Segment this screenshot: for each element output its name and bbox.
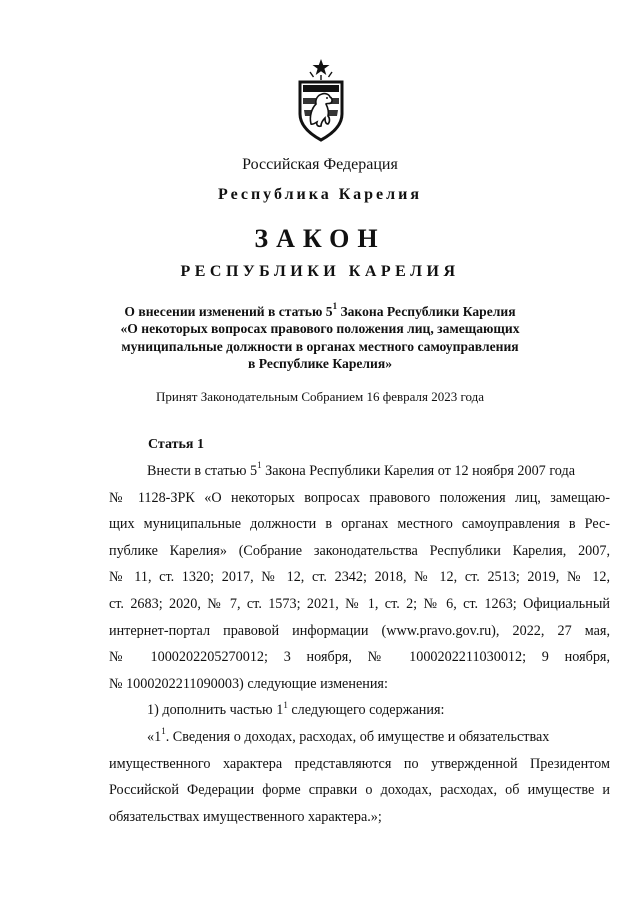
republic-name: Республика Карелия (218, 186, 422, 203)
paragraph-line: публике Карелия» (Собрание законодательства Республики Карелия, 2007, (109, 542, 610, 559)
item-1-line: 1) дополнить частью $1^1$ следующего содержания: (147, 699, 445, 719)
law-title (100, 303, 540, 372)
paragraph-line: № 1000202205270012; 3 ноября, № 1000202211030012; 9 ноября, (109, 649, 610, 666)
document-type: ЗАКОН (254, 224, 386, 253)
quote-line: Российской Федерации форме справки о доходах, расходах, об имуществе и (109, 782, 610, 799)
paragraph-line: № 11, ст. 1320; 2017, № 12, ст. 2342; 2018, № 12, ст. 2513; 2019, № 12, (109, 569, 610, 586)
paragraph-line: № 1128-ЗРК «О некоторых вопросах правового положения лиц, замещаю- (109, 489, 610, 506)
paragraph-line: Внести в статью $5^1$ Закона Республики Карелия от 12 ноября 2007 года (147, 460, 575, 479)
paragraph-line: № 1000202211090003) следующие изменения: (109, 675, 388, 692)
adoption-note: Принят Законодательным Собранием 16 февраля 2023 года (156, 389, 484, 404)
article-heading: Статья 1 (148, 437, 204, 452)
quote-line: «$1^1$. Сведения о доходах, расходах, об имуществе и обязательствах (147, 726, 550, 745)
coat-of-arms-emblem (296, 58, 346, 144)
law-title-line: О внесении изменений в статью $5^1$ Закона Республики Карелия (124, 301, 516, 319)
law-title-line: в Республике Карелия» (247, 355, 393, 371)
country-name: Российская Федерация (242, 156, 398, 173)
article-paragraph-1 (109, 458, 610, 830)
quote-line: обязательствах имущественного характера.»; (109, 808, 382, 825)
paragraph-line: щих муниципальные должности в органах местного самоуправления в Рес- (109, 516, 610, 533)
law-title-line: муниципальные должности в органах местного самоуправления (121, 338, 519, 354)
paragraph-line: ст. 2683; 2020, № 7, ст. 1573; 2021, № 1, ст. 2; № 6, ст. 1263; Официальный (109, 595, 610, 612)
quote-line: имущественного характера представляются по утвержденной Президентом (109, 755, 610, 772)
paragraph-line: интернет-портал правовой информации (www.pravo.gov.ru), 2022, 27 мая, (109, 622, 610, 639)
document-issuer: РЕСПУБЛИКИ КАРЕЛИЯ (180, 263, 460, 280)
law-title-line: «О некоторых вопросах правового положения лиц, замещающих (120, 321, 520, 337)
